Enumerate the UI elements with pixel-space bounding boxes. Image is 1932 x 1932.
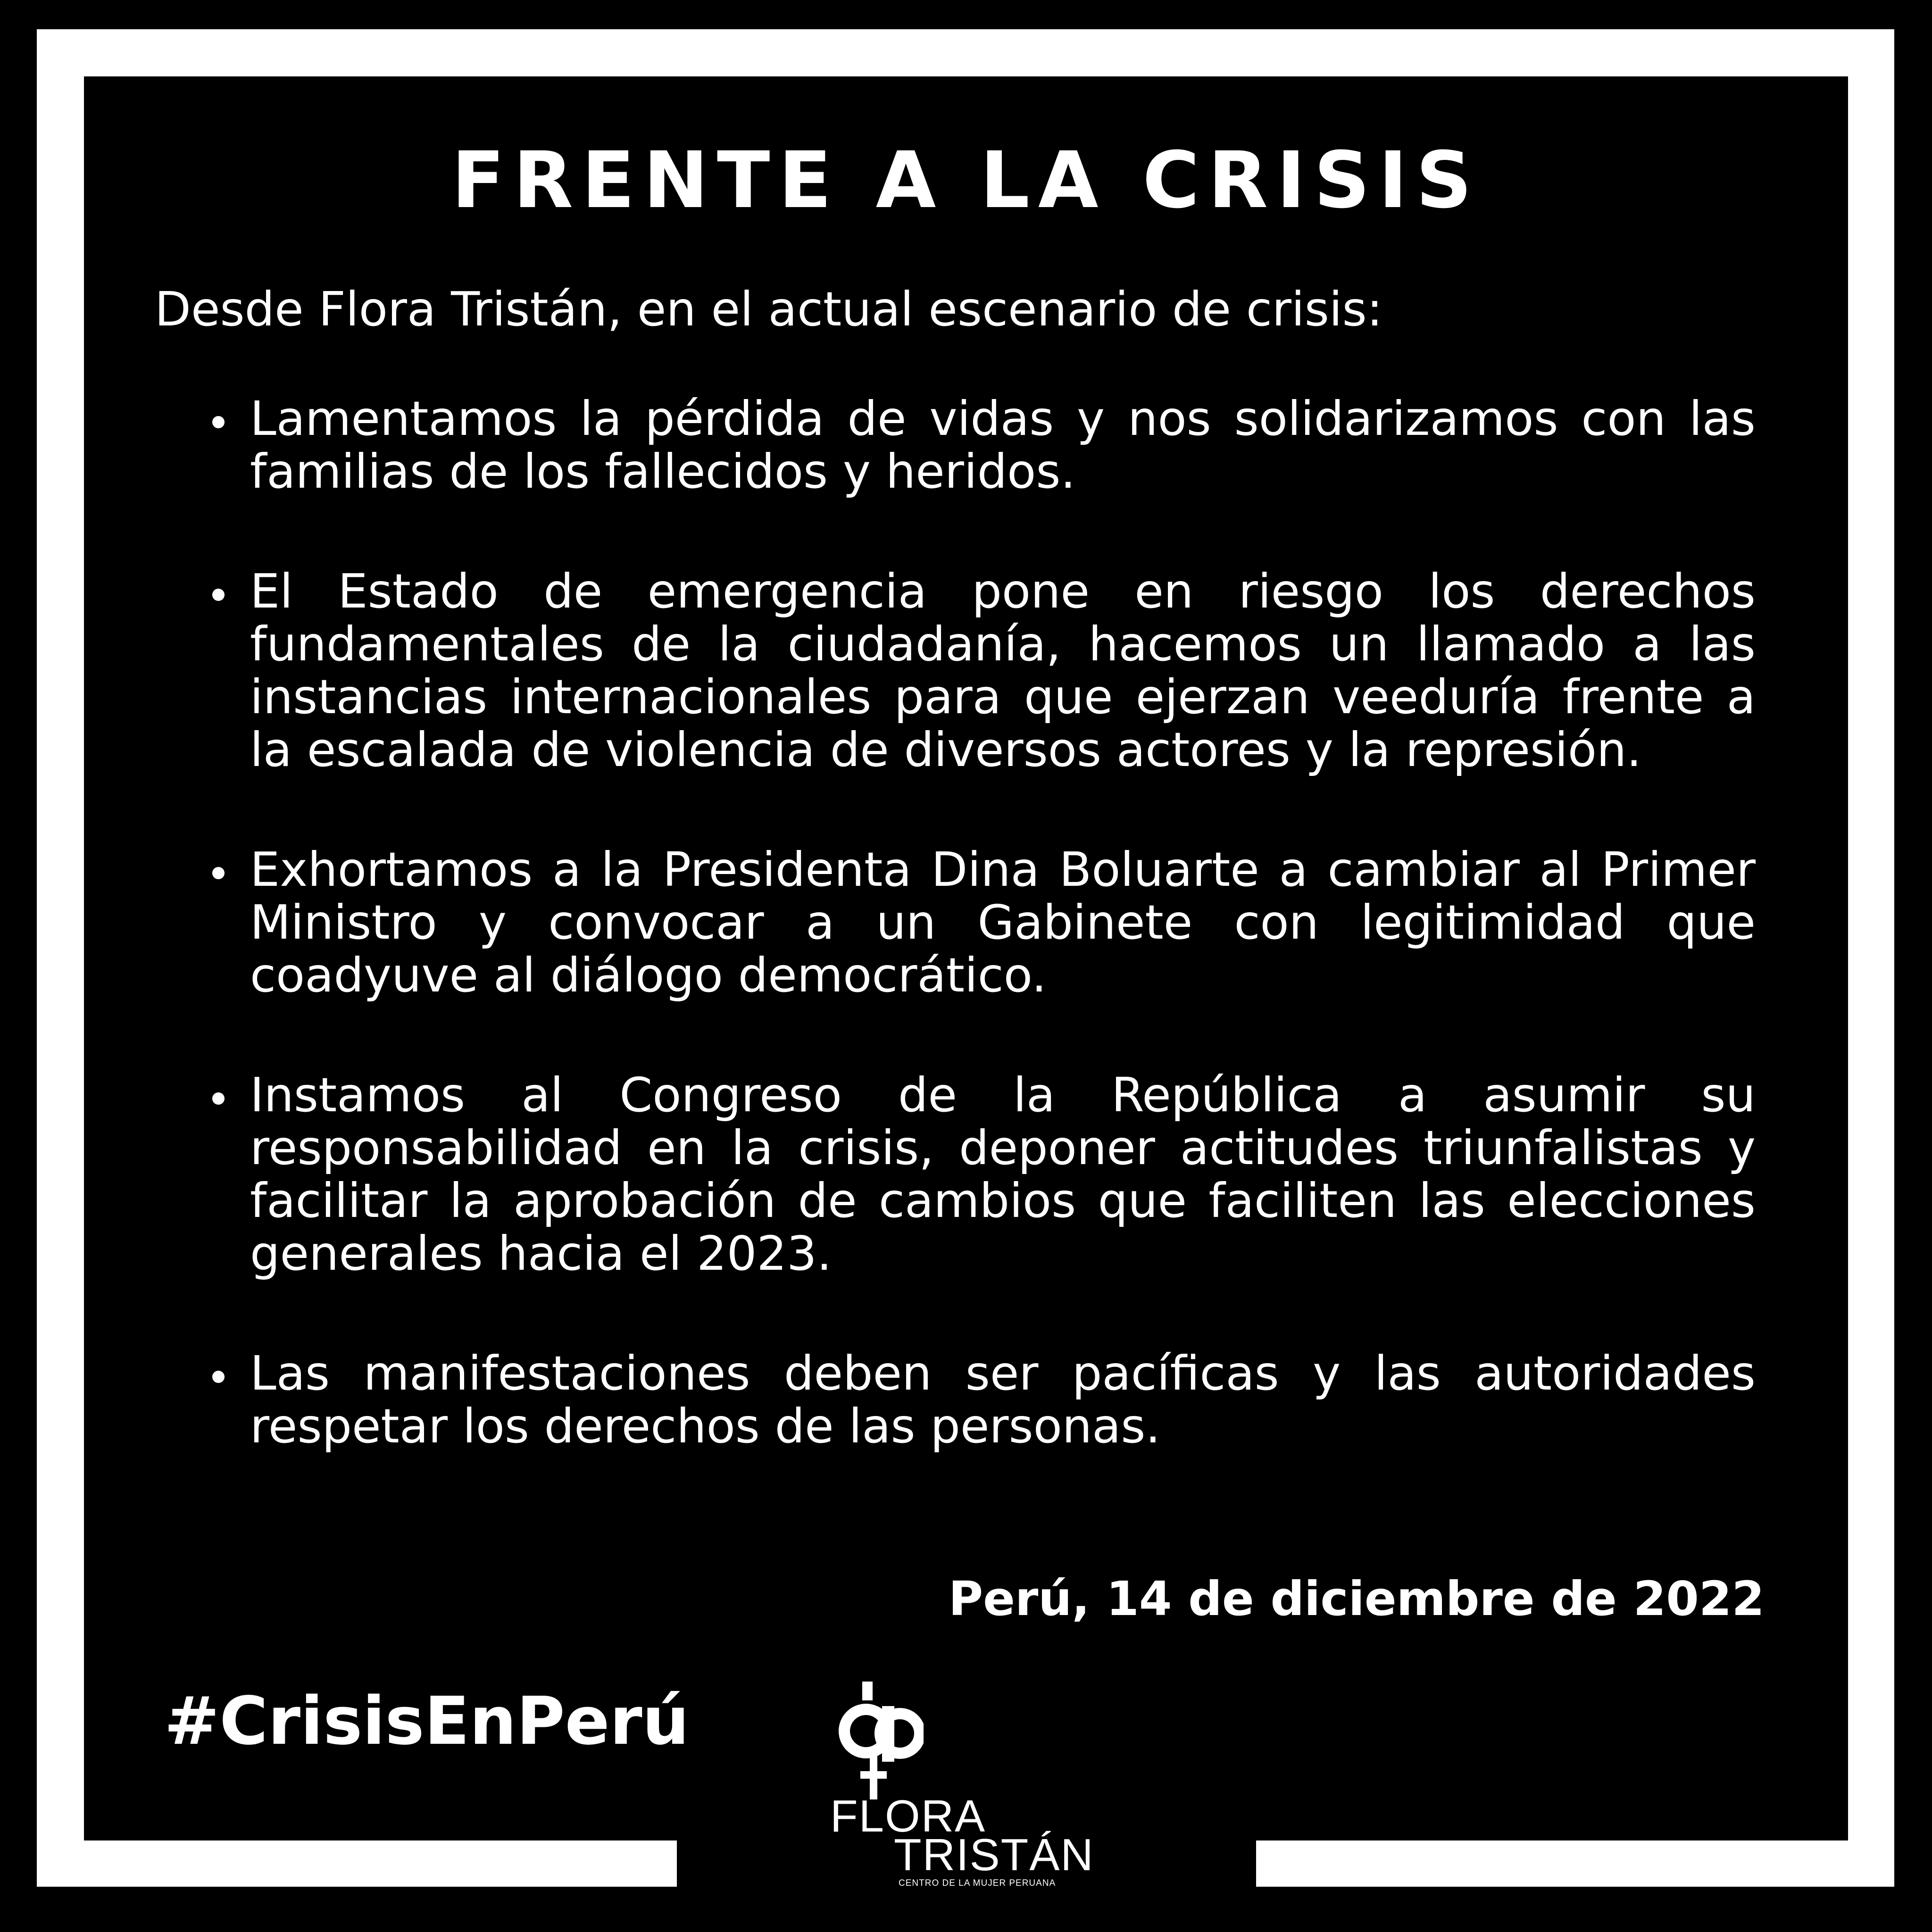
list-item-text: Lamentamos la pérdida de vidas y nos solidarizamos con las familias de los fallecidos y heridos. (250, 391, 1756, 499)
list-item (203, 1069, 1756, 1280)
logo-line1: FLORA (830, 1791, 986, 1841)
bullet-icon (212, 1371, 225, 1383)
list-item-text: El Estado de emergencia pone en riesgo los derechos fundamentales de la ciudadanía, hacemos un llamado a las instancias internacionales para que ejerzan veeduría frente a la escalada de violencia de diversos actores y la represión. (250, 564, 1756, 777)
bullet-icon (212, 589, 225, 601)
bullet-icon (212, 1092, 225, 1105)
statement-date: Perú, 14 de diciembre de 2022 (948, 1571, 1765, 1626)
list-item (203, 565, 1756, 776)
intro-text: Desde Flora Tristán, en el actual escenario de crisis: (155, 282, 1383, 337)
list-item-text: Instamos al Congreso de la República a asumir su responsabilidad en la crisis, deponer actitudes triunfalistas y facilitar la aprobación de cambios que faciliten las elecciones generales hacia el 2023. (250, 1067, 1756, 1281)
bullet-icon (212, 867, 225, 879)
list-item (203, 392, 1756, 498)
list-item (203, 843, 1756, 1002)
page-title: FRENTE A LA CRISIS (451, 135, 1481, 225)
list-item (203, 1347, 1756, 1453)
list-item-text: Las manifestaciones deben ser pacíficas y las autoridades respetar los derechos de las personas. (250, 1346, 1756, 1454)
flora-tristan-logo (821, 1682, 1113, 1899)
logo-subtitle: CENTRO DE LA MUJER PERUANA (899, 1878, 1056, 1888)
list-item-text: Exhortamos a la Presidenta Dina Boluarte a cambiar al Primer Ministro y convocar a un Gabinete con legitimidad que coadyuve al diálogo democrático. (250, 842, 1756, 1003)
hashtag: #CrisisEnPerú (164, 1683, 690, 1760)
bullet-icon (212, 416, 225, 428)
logo-line2: TRISTÁN (894, 1830, 1094, 1880)
statement-list (203, 392, 1756, 1520)
flora-tristan-logo-icon (829, 1682, 924, 1804)
